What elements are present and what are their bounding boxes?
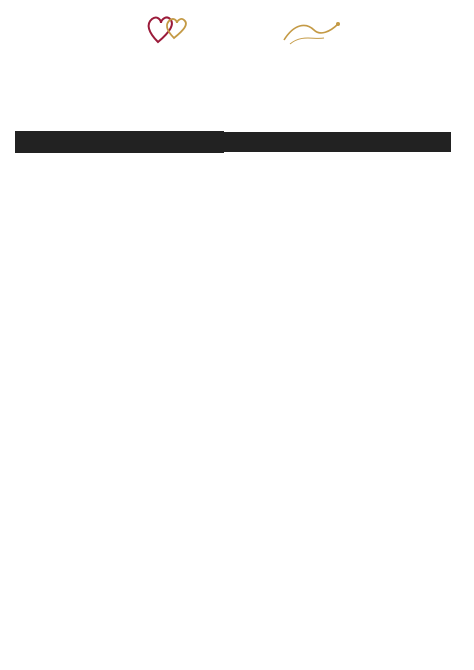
- hearts-icon: [146, 12, 192, 46]
- engagement-list-table: [15, 131, 451, 153]
- watermark: [168, 254, 323, 545]
- fees-header-cell: [16, 152, 224, 153]
- company-logo: [130, 4, 350, 76]
- swirl-ornament-icon: [280, 18, 344, 48]
- fee-cell: [224, 151, 451, 152]
